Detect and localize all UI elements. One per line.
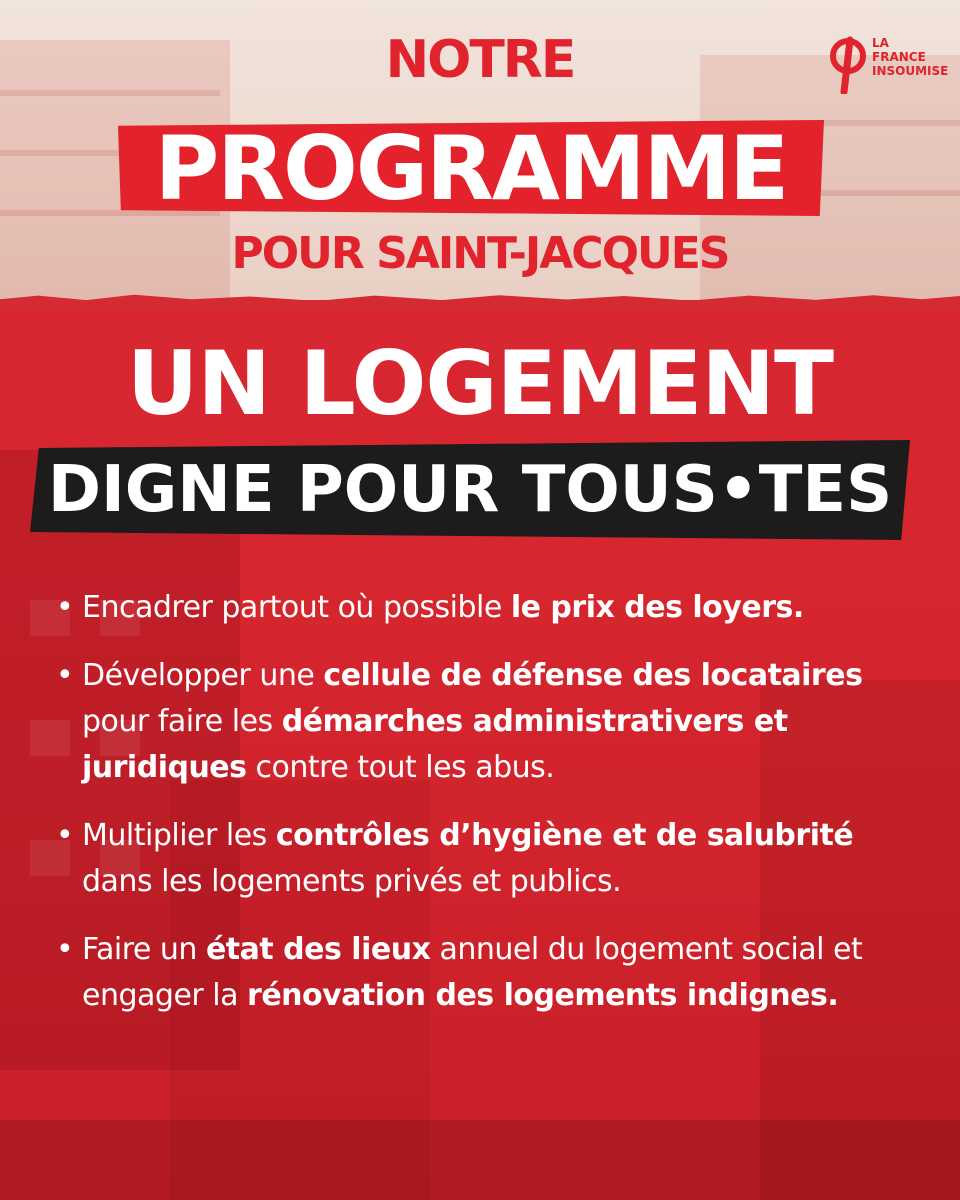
program-list	[56, 585, 916, 1041]
headline-primary: UN LOGEMENT	[126, 332, 834, 435]
item-text: Développer une	[82, 658, 324, 693]
title-notre: NOTRE	[385, 30, 575, 90]
item-emphasis: rénovation des logements indignes.	[247, 978, 839, 1013]
phi-icon	[828, 34, 868, 94]
item-text: Faire un	[82, 932, 206, 967]
list-item	[56, 927, 916, 1019]
background-street-photo	[0, 1120, 960, 1200]
item-text: annuel du logement social et engager la	[82, 932, 863, 1013]
headline-secondary: DIGNE POUR TOUS•TES	[47, 453, 893, 527]
logo-line: INSOUMISE	[872, 64, 949, 78]
item-text: pour faire les	[82, 704, 282, 739]
party-logo	[828, 30, 948, 102]
item-emphasis: contrôles d’hygiène et de salubrité	[275, 818, 854, 853]
bullet-icon: •	[56, 932, 74, 967]
header-section	[0, 0, 960, 300]
bullet-icon: •	[56, 818, 74, 853]
item-emphasis: démarches administrativers et juridiques	[82, 704, 788, 785]
item-text: contre tout les abus.	[246, 750, 555, 785]
list-item	[56, 653, 916, 791]
bullet-icon: •	[56, 590, 74, 625]
list-item	[56, 585, 916, 631]
item-emphasis: cellule de défense des locataires	[323, 658, 863, 693]
logo-line: LA	[872, 36, 889, 50]
background-balcony	[0, 90, 220, 96]
title-location: POUR SAINT-JACQUES	[231, 228, 729, 279]
list-item	[56, 813, 916, 905]
item-text: Encadrer partout où possible	[82, 590, 511, 625]
bullet-icon: •	[56, 658, 74, 693]
item-text: dans les logements privés et publics.	[82, 864, 622, 899]
item-text: Multiplier les	[82, 818, 276, 853]
item-emphasis: le prix des loyers.	[510, 590, 804, 625]
title-programme: PROGRAMME	[154, 117, 788, 220]
logo-wordmark	[872, 36, 952, 78]
logo-line: FRANCE	[872, 50, 926, 64]
item-emphasis: état des lieux	[205, 932, 431, 967]
